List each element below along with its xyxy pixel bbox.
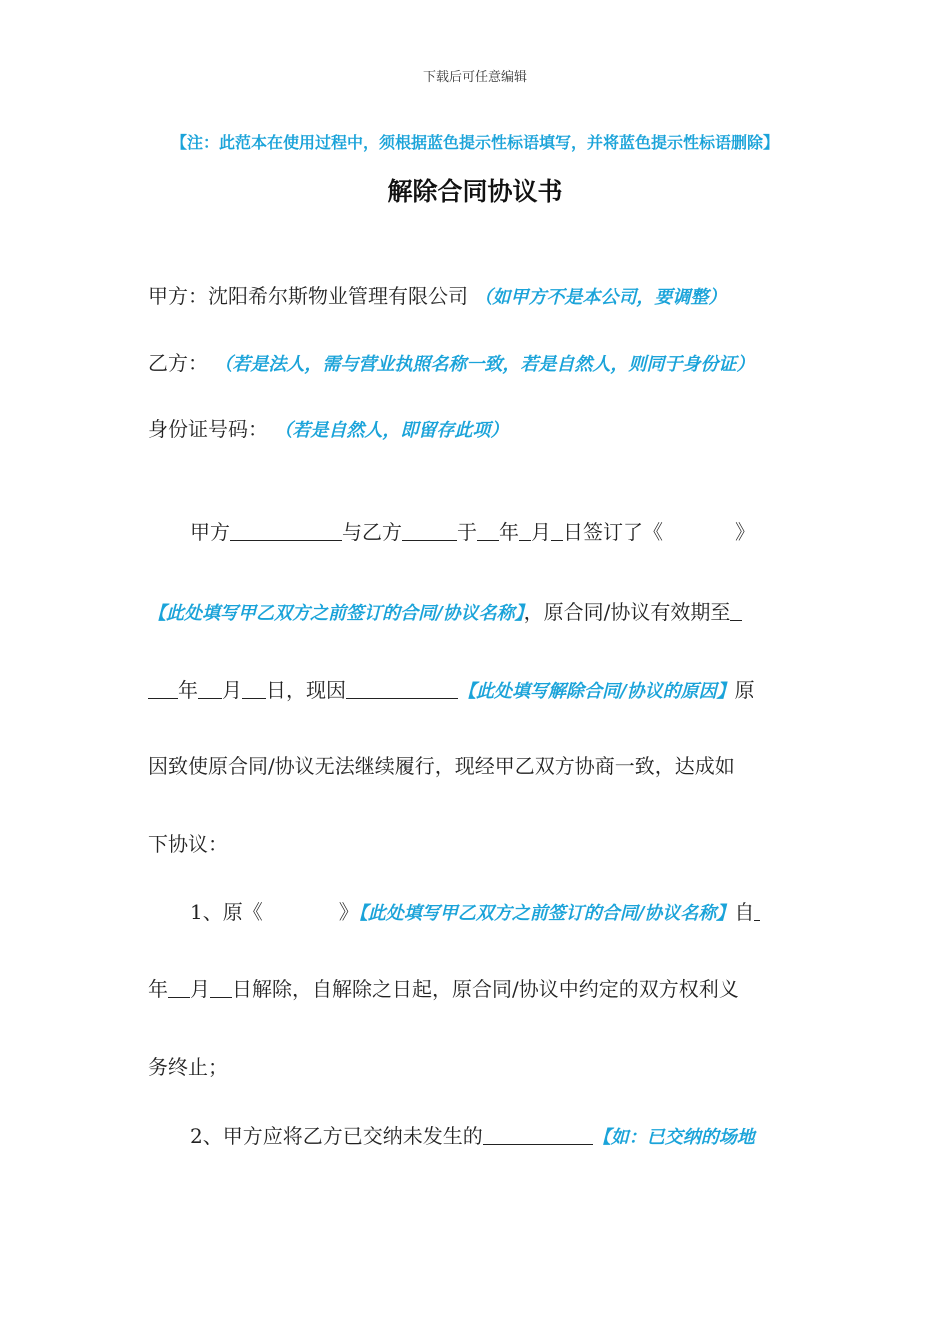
item2-hint: 【如：已交纳的场地 <box>592 1127 755 1148</box>
blank-month[interactable] <box>519 520 531 541</box>
item2-line1 <box>190 1120 755 1149</box>
text: 1、原《 <box>190 900 263 924</box>
text: 自 <box>734 900 755 924</box>
para1-line5: 下协议： <box>148 832 228 856</box>
blank-reason[interactable] <box>346 678 458 699</box>
text: 月 <box>190 977 210 1001</box>
para1-line1 <box>190 516 755 545</box>
para1-line3 <box>148 674 755 703</box>
party-b-hint: （若是法人，需与营业执照名称一致，若是自然人，则同于身份证） <box>214 354 755 375</box>
text: 2、甲方应将乙方已交纳未发生的 <box>190 1124 483 1148</box>
text: 日，现因 <box>266 678 346 702</box>
page-header: 下载后可任意编辑 <box>422 70 527 85</box>
text: 与乙方 <box>342 520 402 544</box>
party-a-hint: （如甲方不是本公司，要调整） <box>474 287 727 308</box>
text: 原 <box>734 678 755 702</box>
blank-item2-amount[interactable] <box>483 1124 593 1145</box>
blank-party-b[interactable] <box>402 520 457 541</box>
item1-line1 <box>190 896 760 925</box>
id-number-line <box>148 413 508 442</box>
text: 于 <box>457 520 477 544</box>
text: 》 <box>338 900 359 924</box>
text: 月 <box>531 520 551 544</box>
party-b-label: 乙方： <box>148 351 208 375</box>
blank-expiry[interactable] <box>730 600 742 621</box>
blank-day[interactable] <box>551 520 563 541</box>
text: 年 <box>499 520 519 544</box>
para1-line2 <box>148 596 742 625</box>
party-a-line <box>148 280 726 309</box>
blank-item1-month[interactable] <box>168 977 190 998</box>
text: 甲方 <box>190 520 230 544</box>
item1-contract-hint: 【此处填写甲乙双方之前签订的合同/协议名称】 <box>358 903 735 924</box>
text: 年 <box>148 977 168 1001</box>
text: 》 <box>735 520 755 544</box>
blank-expiry-year[interactable] <box>148 678 178 699</box>
blank-item1-year[interactable] <box>754 900 760 921</box>
usage-note: 【注：此范本在使用过程中，须根据蓝色提示性标语填写，并将蓝色提示性标语删除】 <box>170 133 779 152</box>
text: 日解除，自解除之日起，原合同/协议中约定的双方权利义 <box>232 977 739 1001</box>
text: ，原合同/协议有效期至 <box>523 600 731 624</box>
party-a-label: 甲方：沈阳希尔斯物业管理有限公司 <box>148 284 468 308</box>
blank-item1-day[interactable] <box>210 977 232 998</box>
reason-hint: 【此处填写解除合同/协议的原因】 <box>458 681 735 702</box>
text: 日签订了《 <box>563 520 663 544</box>
document-title: 解除合同协议书 <box>387 177 563 206</box>
para1-line4: 因致使原合同/协议无法继续履行，现经甲乙双方协商一致，达成如 <box>148 754 735 778</box>
id-number-hint: （若是自然人，即留存此项） <box>274 420 509 441</box>
blank-party-a[interactable] <box>230 520 342 541</box>
blank-expiry-day[interactable] <box>242 678 266 699</box>
id-number-label: 身份证号码： <box>148 417 268 441</box>
blank-year[interactable] <box>477 520 499 541</box>
item1-line2 <box>148 973 739 1002</box>
contract-name-hint: 【此处填写甲乙双方之前签订的合同/协议名称】 <box>148 603 524 624</box>
party-b-line <box>148 347 754 376</box>
text: 月 <box>222 678 242 702</box>
text: 年 <box>178 678 198 702</box>
item1-line3: 务终止； <box>148 1055 228 1079</box>
blank-expiry-month[interactable] <box>198 678 222 699</box>
